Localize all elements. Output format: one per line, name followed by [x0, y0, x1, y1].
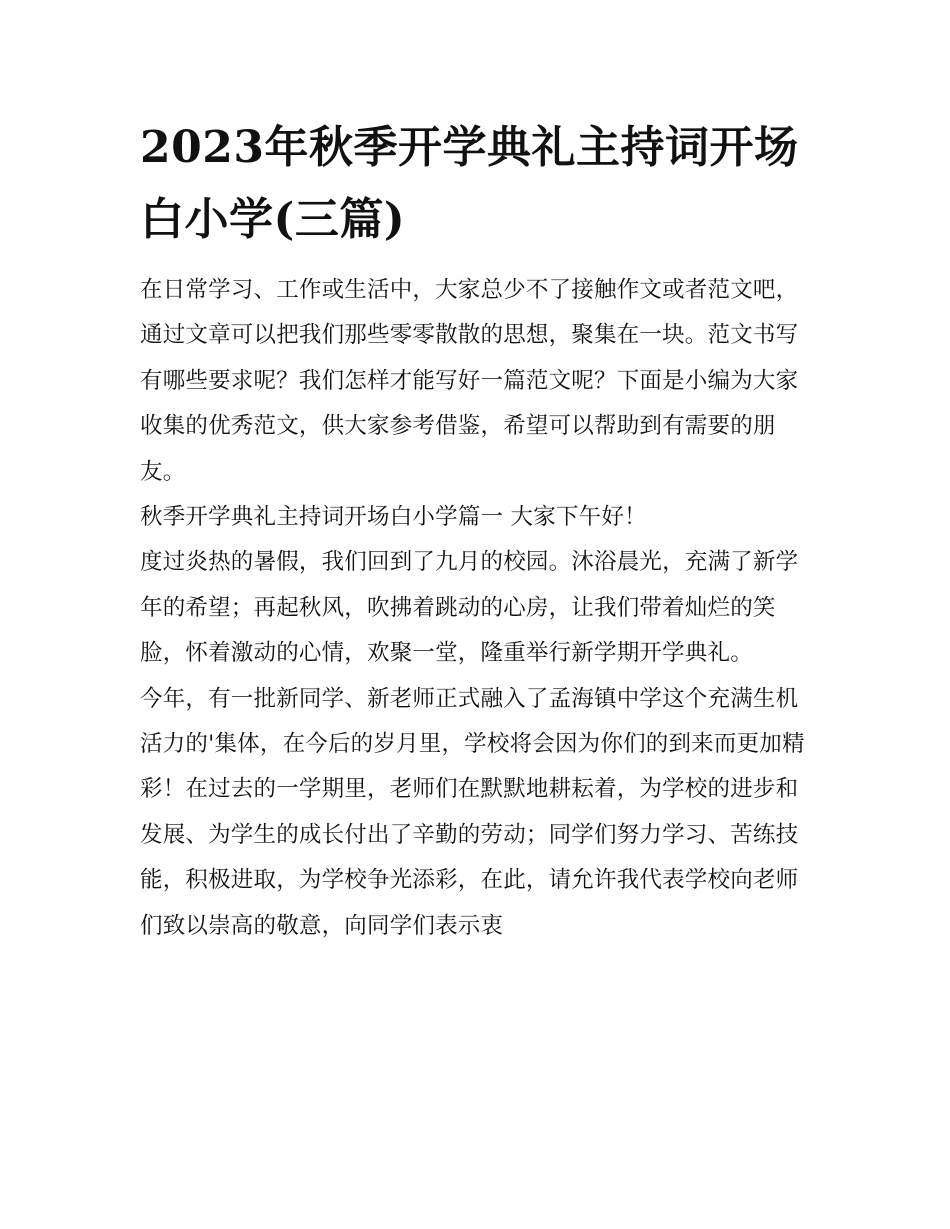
intro-paragraph: 在日常学习、工作或生活中，大家总少不了接触作文或者范文吧，通过文章可以把我们那些零零散散的思想，聚集在一块。范文书写有哪些要求呢？我们怎样才能写好一篇范文呢？下面是小编为大家收集的优秀范文，供大家参考借鉴，希望可以帮助到有需要的朋友。	[140, 277, 799, 485]
section-heading-paragraph: 秋季开学典礼主持词开场白小学篇一 大家下午好！	[140, 504, 647, 531]
document-title: 2023年秋季开学典礼主持词开场白小学(三篇)	[140, 122, 799, 245]
document-page	[140, 112, 812, 949]
document-body	[140, 268, 812, 949]
body-paragraph: 度过炎热的暑假，我们回到了九月的校园。沐浴晨光，充满了新学年的希望；再起秋风，吹拂着跳动的心房，让我们带着灿烂的笑脸，怀着激动的心情，欢聚一堂，隆重举行新学期开学典礼。	[140, 549, 799, 667]
body-paragraph: 今年，有一批新同学、新老师正式融入了孟海镇中学这个充满生机活力的'集体，在今后的岁月里，学校将会因为你们的到来而更加精彩！在过去的一学期里，老师们在默默地耕耘着，为学校的进步和发展、为学生的成长付出了辛勤的劳动；同学们努力学习、苦练技能，积极进取，为学校争光添彩，在此，请允许我代表学校向老师们致以崇高的敬意，向同学们表示衷	[140, 685, 805, 939]
